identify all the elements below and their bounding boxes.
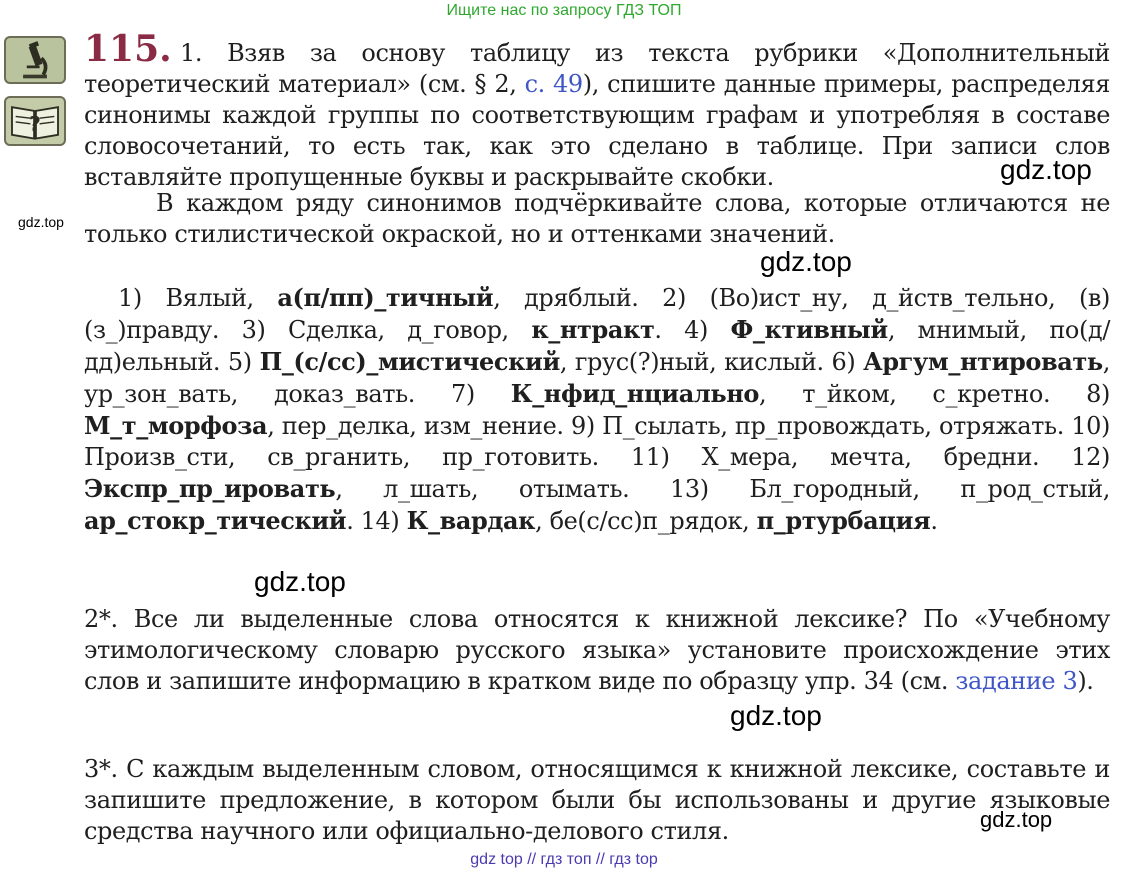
task-3-paragraph: 3*. С каждым выделенным словом, относящимся к книжной лексике, составьте и запишите предложение, в котором были бы использованы и другие языковые средства научного или официально-делового стиля. [84,755,1110,845]
watermark: gdz.top [730,700,822,731]
task-3-reference-link[interactable]: задание 3 [955,667,1078,695]
example-text: . 4) [654,316,731,344]
svg-text:?: ? [29,112,41,137]
example-text: 1) Вялый, [118,284,278,312]
highlighted-word: П_(с/сс)_мистический [259,347,560,376]
footer-text: gdz top // гдз топ // гдз top [470,851,658,868]
example-text: , грус(?)ный, кислый. 6) [559,348,864,376]
example-text: , бе(с/сс)п_рядок, [535,507,757,535]
example-text: , т_йком, с_кретно. 8) [759,380,1110,408]
highlighted-word: К_вардак [406,506,536,535]
example-text: , ур_зон_вать, доказ_вать. 7) [84,348,1110,408]
example-text: , мнимый, по(д/дд)ельный. 5) [84,316,1111,376]
highlighted-word: К_нфид_нциально [510,379,760,408]
exercise-number: 115. [84,28,172,70]
example-text: . [930,507,938,535]
watermark: gdz.top [254,566,346,597]
page-reference-link[interactable]: с. 49 [524,70,583,98]
highlighted-word: п_ртурбация [756,506,931,535]
highlighted-word: Ф_ктивный [730,315,888,344]
task-1-paragraph [84,38,1110,193]
microscope-icon [4,36,66,84]
task-2-start: 2*. Все ли выделенные слова относятся к книжной лексике? По «Учебному этимологическому словарю русского языка» установите происхождение этих слов и запишите информацию в кратком виде по образцу упр. 34 (см. [84,605,1110,695]
task-1-start: 1. Взяв за основу таблицу из текста рубрики «Дополнительный теоретический материал» (см. § 2, [84,39,1110,98]
example-text: , л_шать, отымать. 13) Бл_городный, п_род_стый, [335,475,1110,503]
task-2-end: ). [1077,667,1094,695]
watermark: gdz.top [980,807,1053,832]
task-2-paragraph [84,604,1110,697]
highlighted-word: к_нтракт [531,315,655,344]
highlighted-word: М_т_морфоза [84,411,268,440]
highlighted-word: а(п/пп)_тичный [277,283,494,312]
example-text: , дряблый. 2) (Во)ист_ну, д_йств_тельно, (в)(з_)правду. 3) Сделка, д_говор, [84,284,1110,344]
highlighted-word: ар_стокр_тический [84,506,347,535]
watermark-small: gdz.top [18,214,64,230]
task-1-end: ), спишите данные примеры, распределяя синонимы каждой группы по соответствующим графам и употребляя в составе словосочетаний, то есть так, как это сделано в таблице. При записи слов вставляйте пропущенные буквы и раскрывайте скобки. [84,70,1110,191]
example-text: , пер_делка, изм_нение. 9) П_сылать, пр_провождать, отряжать. 10) Произв_сти, св_рганить, пр_готовить. 11) Х_мера, мечта, бредни. 12) [84,412,1110,471]
watermark: gdz.top [1000,154,1092,185]
watermark: gdz.top [760,246,852,277]
highlighted-word: Аргум_нтировать [863,347,1103,376]
examples-paragraph [84,282,1110,537]
example-text: . 14) [346,507,407,535]
book-question-icon [4,96,66,146]
task-1-note: В каждом ряду синонимов подчёркивайте слова, которые отличаются не только стилистической окраской, но и оттенками значений. [84,189,1110,248]
highlighted-word: Экспр_пр_ировать [84,474,336,503]
banner-text: Ищите нас по запросу ГДЗ ТОП [446,2,682,19]
